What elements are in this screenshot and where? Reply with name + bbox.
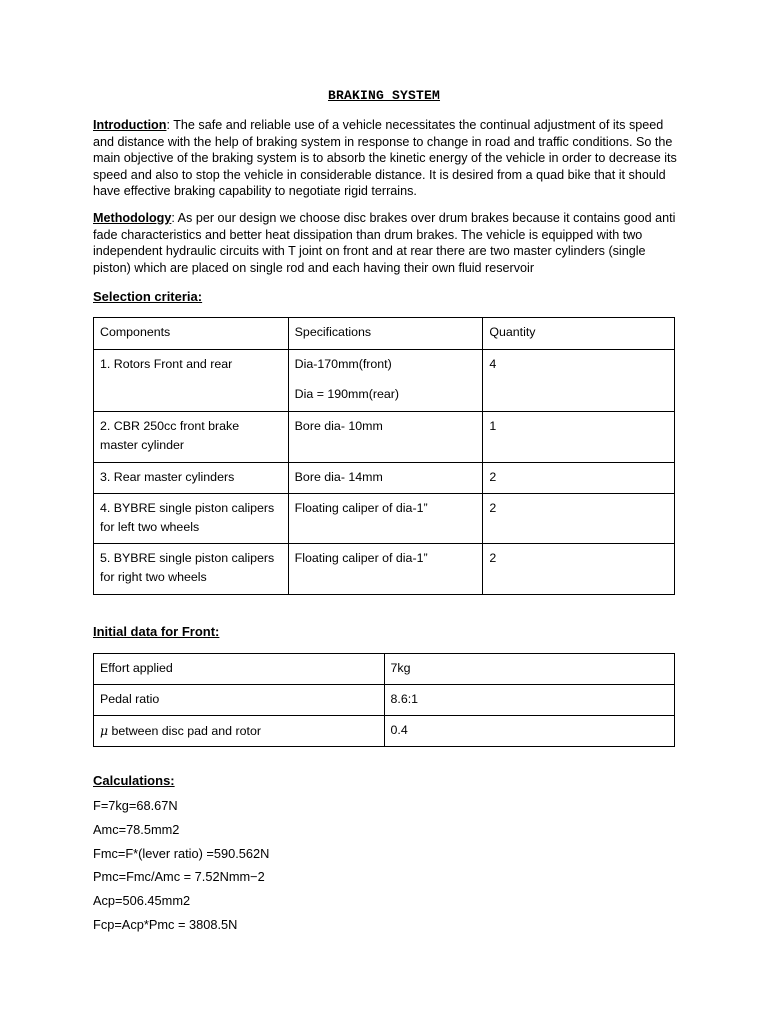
parameter-cell <box>94 685 385 716</box>
component-text: for right two wheels <box>100 570 207 584</box>
methodology-text: : As per our design we choose disc brakes over drum brakes because it contains good anti fade characteristics and better heat dissipation than drum brakes. The vehicle is equipped with two independent hydraulic circuits with T joint on front and at rear there are two master cylinders (single piston) which are placed on single rod and each having their own fluid reservoir <box>93 211 676 275</box>
parameter-value: 8.6:1 <box>384 685 674 716</box>
table-row <box>94 685 675 716</box>
quantity-cell: 1 <box>483 412 675 463</box>
table-header-row <box>94 318 675 350</box>
mu-symbol: μ <box>100 723 109 738</box>
parameter-cell <box>94 716 385 747</box>
component-text: 2. CBR 250cc front brake <box>100 419 240 433</box>
parameter-label: Pedal ratio <box>100 692 160 706</box>
parameter-label: between disc pad and rotor <box>108 724 261 738</box>
specification-cell <box>288 494 483 544</box>
table-header-cell: Quantity <box>483 318 675 350</box>
component-cell <box>94 412 289 463</box>
component-text: 5. BYBRE single piston calipers <box>100 551 275 565</box>
table-row <box>94 412 675 463</box>
parameter-label: Effort applied <box>100 661 173 675</box>
initial-data-table <box>93 653 675 747</box>
table-row <box>94 544 675 595</box>
quantity-cell: 2 <box>483 544 675 595</box>
specification-text: Bore dia- 14mm <box>294 470 383 484</box>
component-cell <box>94 544 289 595</box>
component-cell <box>94 463 289 494</box>
spacer <box>295 374 477 385</box>
table-header-cell: Specifications <box>288 318 483 350</box>
document-title: BRAKING SYSTEM <box>327 88 441 103</box>
calculation-line: Acp=506.45mm2 <box>93 893 191 908</box>
table-row <box>94 494 675 544</box>
table-row <box>94 654 675 685</box>
calculation-line: Fcp=Acp*Pmc = 3808.5N <box>93 917 238 932</box>
specification-text: Bore dia- 10mm <box>294 419 383 433</box>
calculation-line: F=7kg=68.67N <box>93 798 178 813</box>
component-text: 4. BYBRE single piston calipers <box>100 501 275 515</box>
specification-cell <box>288 350 483 412</box>
introduction-text: : The safe and reliable use of a vehicle necessitates the continual adjustment of its speed and distance with the help of braking system in response to change in road and traffic conditions. So the main objective of the braking system is to absorb the kinetic energy of the vehicle in order to decrease its speed and also to stop the vehicle in considerable distance. It is desired from a quad bike that it should have effective braking capability to negotiate rigid terrains. <box>93 118 677 199</box>
parameter-value: 0.4 <box>384 716 674 747</box>
specification-text: Dia = 190mm(rear) <box>294 387 399 401</box>
component-text: master cylinder <box>100 438 185 452</box>
introduction-paragraph <box>93 117 681 200</box>
quantity-cell: 4 <box>483 350 675 412</box>
introduction-label: Introduction <box>93 118 167 132</box>
table-row <box>94 350 675 412</box>
component-text: for left two wheels <box>100 520 200 534</box>
specification-text: Dia-170mm(front) <box>294 357 392 371</box>
specification-cell <box>288 544 483 595</box>
component-cell <box>94 494 289 544</box>
calculations-heading: Calculations: <box>93 773 175 788</box>
component-cell <box>94 350 289 412</box>
selection-criteria-table <box>93 317 675 595</box>
specification-cell <box>288 412 483 463</box>
table-header-cell: Components <box>94 318 289 350</box>
table-row <box>94 716 675 747</box>
initial-data-heading: Initial data for Front: <box>93 624 220 639</box>
component-text: 1. Rotors Front and rear <box>100 357 233 371</box>
quantity-cell: 2 <box>483 494 675 544</box>
methodology-label: Methodology <box>93 211 172 225</box>
selection-criteria-heading: Selection criteria: <box>93 289 203 304</box>
calculation-line: Fmc=F*(lever ratio) =590.562N <box>93 846 270 861</box>
parameter-cell <box>94 654 385 685</box>
table-row <box>94 463 675 494</box>
specification-cell <box>288 463 483 494</box>
parameter-value: 7kg <box>384 654 674 685</box>
quantity-cell: 2 <box>483 463 675 494</box>
specification-text: Floating caliper of dia-1” <box>294 501 428 515</box>
methodology-paragraph <box>93 210 681 276</box>
calculation-line: Pmc=Fmc/Amc = 7.52Nmm−2 <box>93 869 265 884</box>
component-text: 3. Rear master cylinders <box>100 470 235 484</box>
specification-text: Floating caliper of dia-1” <box>294 551 428 565</box>
calculation-line: Amc=78.5mm2 <box>93 822 180 837</box>
